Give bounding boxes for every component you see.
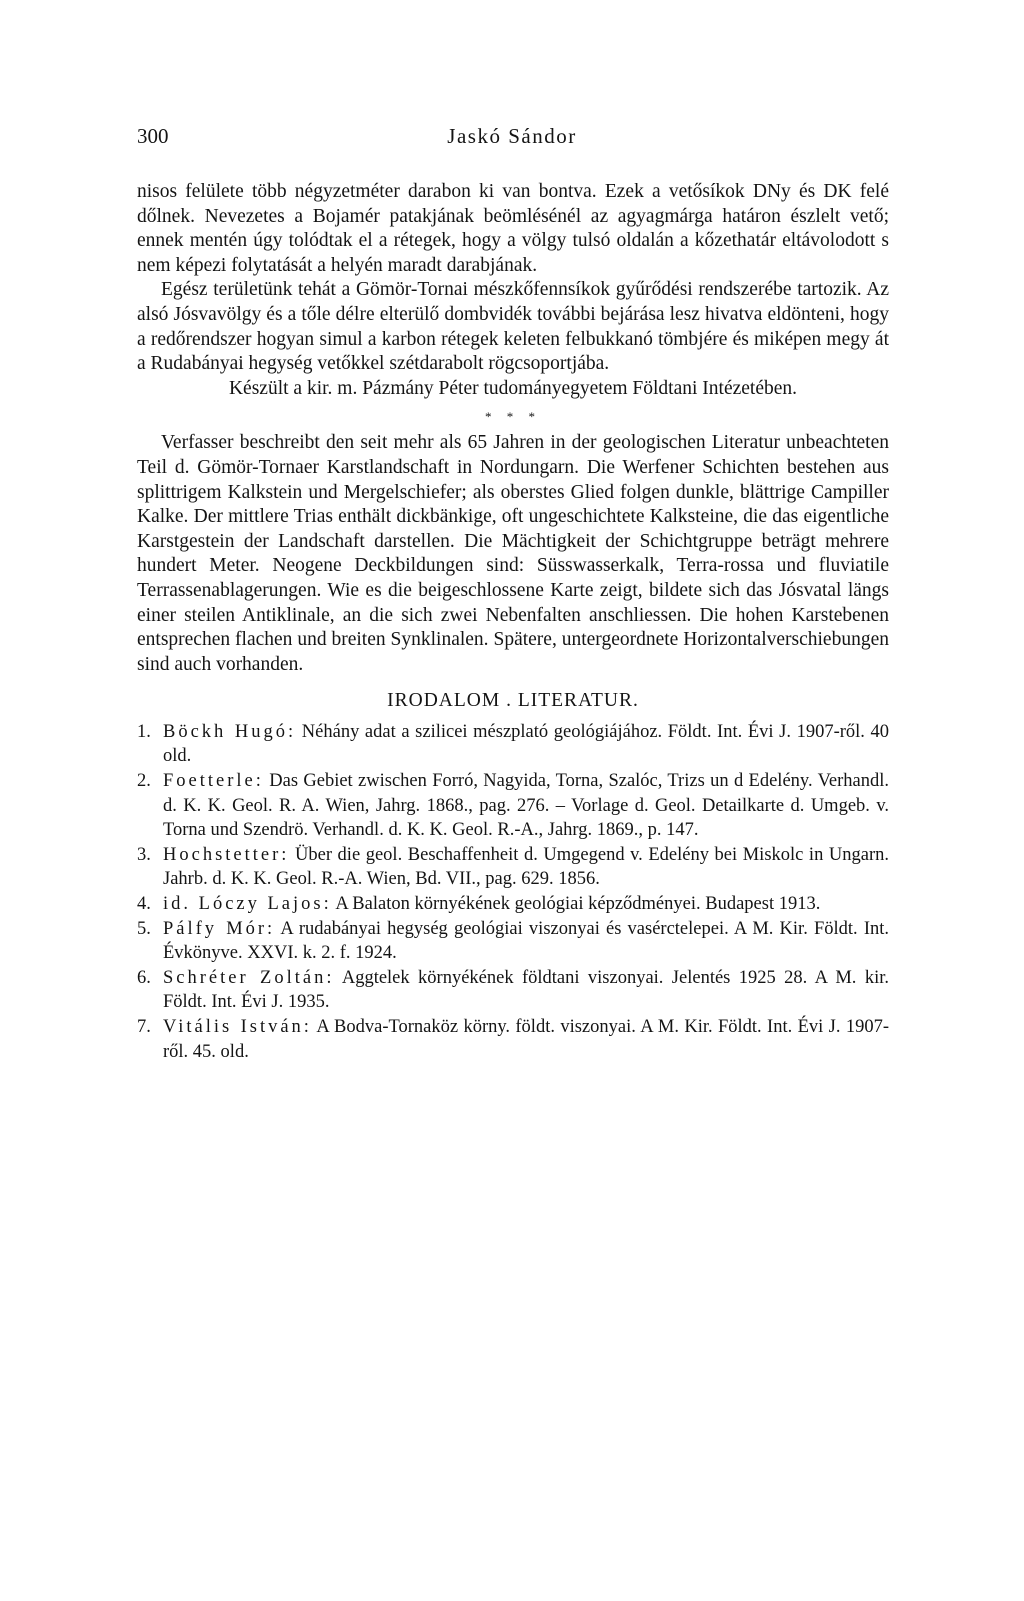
reference-text: Aggtelek környékének földtani viszonyai. Jelentés 1925 28. A M. kir. Földt. Int. Évi J. 1935.	[163, 967, 889, 1013]
reference-text: Néhány adat a szilicei mészplató geológiájához. Földt. Int. Évi J. 1907-ről. 40 old.	[163, 721, 890, 767]
reference-item	[137, 843, 889, 892]
page-header	[0, 124, 1024, 154]
reference-text: A Bodva-Tornaköz körny. földt. viszonyai. A M. Kir. Földt. Int. Évi J. 1907-ről. 45. old.	[163, 1017, 890, 1062]
references-list	[137, 720, 889, 1064]
reference-item	[137, 720, 889, 769]
reference-author: Böckh Hugó:	[163, 721, 297, 742]
reference-item	[137, 1015, 889, 1064]
reference-number: 1.	[137, 721, 151, 742]
reference-author: Foetterle:	[163, 771, 264, 792]
hungarian-paragraph: nisos felülete több négyzetméter darabon ki van bontva. Ezek a vetősíkok DNy és DK felé dőlnek. Nevezetes a Bojamér patakjának beömlésénél az agyagmárga határon észlelt vető; ennek mentén úgy tolódtak el a rétegek, hogy a völgy tulsó oldalán a kőzethatár eltávolodott s nem képezi folytatását a helyén maradt darabjának.	[137, 181, 889, 276]
reference-text: Das Gebiet zwischen Forró, Nagyida, Torna, Szalóc, Trizs un d Edelény. Verhandl. d. K. K. Geol. R. A. Wien, Jahrg. 1868., pag. 276. – Vorlage d. Geol. Detailkarte d. Umgeb. v. Torna und Szendrö. Verhandl. d. K. K. Geol. R.-A., Jahrg. 1869., p. 147.	[163, 771, 890, 841]
reference-item	[137, 892, 889, 917]
reference-item	[137, 966, 889, 1015]
section-separator: * * *	[485, 409, 541, 425]
reference-number: 3.	[137, 844, 151, 865]
running-head: Jaskó Sándor	[447, 124, 577, 148]
reference-item	[137, 917, 889, 966]
reference-text: Über die geol. Beschaffenheit d. Umgegend v. Edelény bei Miskolc in Ungarn. Jahrb. d. K. K. Geol. R.-A. Wien, Bd. VII., pag. 629. 1856.	[163, 844, 890, 890]
german-summary-paragraph: Verfasser beschreibt den seit mehr als 65 Jahren in der geologischen Literatur unbeachteten Teil d. Gömör-Tornaer Karstlandschaft in Nordungarn. Die Werfener Schichten bestehen aus splittrigem Kalkstein und Mergelschiefer; als oberstes Glied folgen dunkle, blättrige Campiller Kalke. Der mittlere Trias enthält dickbänkige, oft ungeschichtete Kalksteine, die das eigentliche Karstgestein der Landschaft darstellen. Die Mächtigkeit der Schichtgruppe beträgt mehrere hundert Meter. Neogene Deckbildungen sind: Süsswasserkalk, Terra-rossa und fluviatile Terrassenablagerungen. Wie es die beigeschlossene Karte zeigt, bildete sich das Jósvatal längs einer steilen Antiklinale, an die sich zwei Nebenfalten anschliessen. Die hohen Karstebenen entsprechen flachen und breiten Synklinalen. Spätere, untergeordnete Horizontalverschiebungen sind auch vorhanden.	[137, 432, 889, 675]
reference-author: id. Lóczy Lajos:	[163, 894, 332, 915]
hungarian-paragraph: Egész területünk tehát a Gömör-Tornai mészkőfennsíkok gyűrődési rendszerébe tartozik. Az alsó Jósvavölgy és a tőle délre elterülő dombvidék további bejárása lesz hivatva eldönteni, hogy a redőrendszer hogyan simul a karbon rétegek keleten felbukkanó tömbjére és miképen megy át a Rudabányai hegység vetőkkel szétdarabolt rögcsoportjába.	[137, 279, 889, 375]
page-body	[137, 180, 889, 1064]
reference-number: 6.	[137, 967, 151, 988]
reference-number: 7.	[137, 1017, 151, 1037]
reference-number: 5.	[137, 918, 151, 939]
references-heading: IRODALOM . LITERATUR.	[387, 690, 639, 712]
reference-number: 2.	[137, 771, 151, 792]
reference-number: 4.	[137, 894, 151, 915]
reference-text: A Balaton környékének geológiai képződményei. Budapest 1913.	[335, 894, 821, 915]
page-number: 300	[137, 124, 169, 148]
institution-note: Készült a kir. m. Pázmány Péter tudományegyetem Földtani Intézetében.	[228, 377, 798, 399]
reference-author: Vitális István:	[163, 1017, 312, 1037]
reference-author: Pálfy Mór:	[163, 918, 276, 939]
reference-author: Hochstetter:	[163, 844, 290, 865]
reference-text: A rudabányai hegység geológiai viszonyai és vasérctelepei. A M. Kir. Földt. Int. Évkönyve. XXVI. k. 2. f. 1924.	[163, 918, 889, 964]
reference-author: Schréter Zoltán:	[163, 967, 335, 988]
reference-item	[137, 769, 889, 843]
